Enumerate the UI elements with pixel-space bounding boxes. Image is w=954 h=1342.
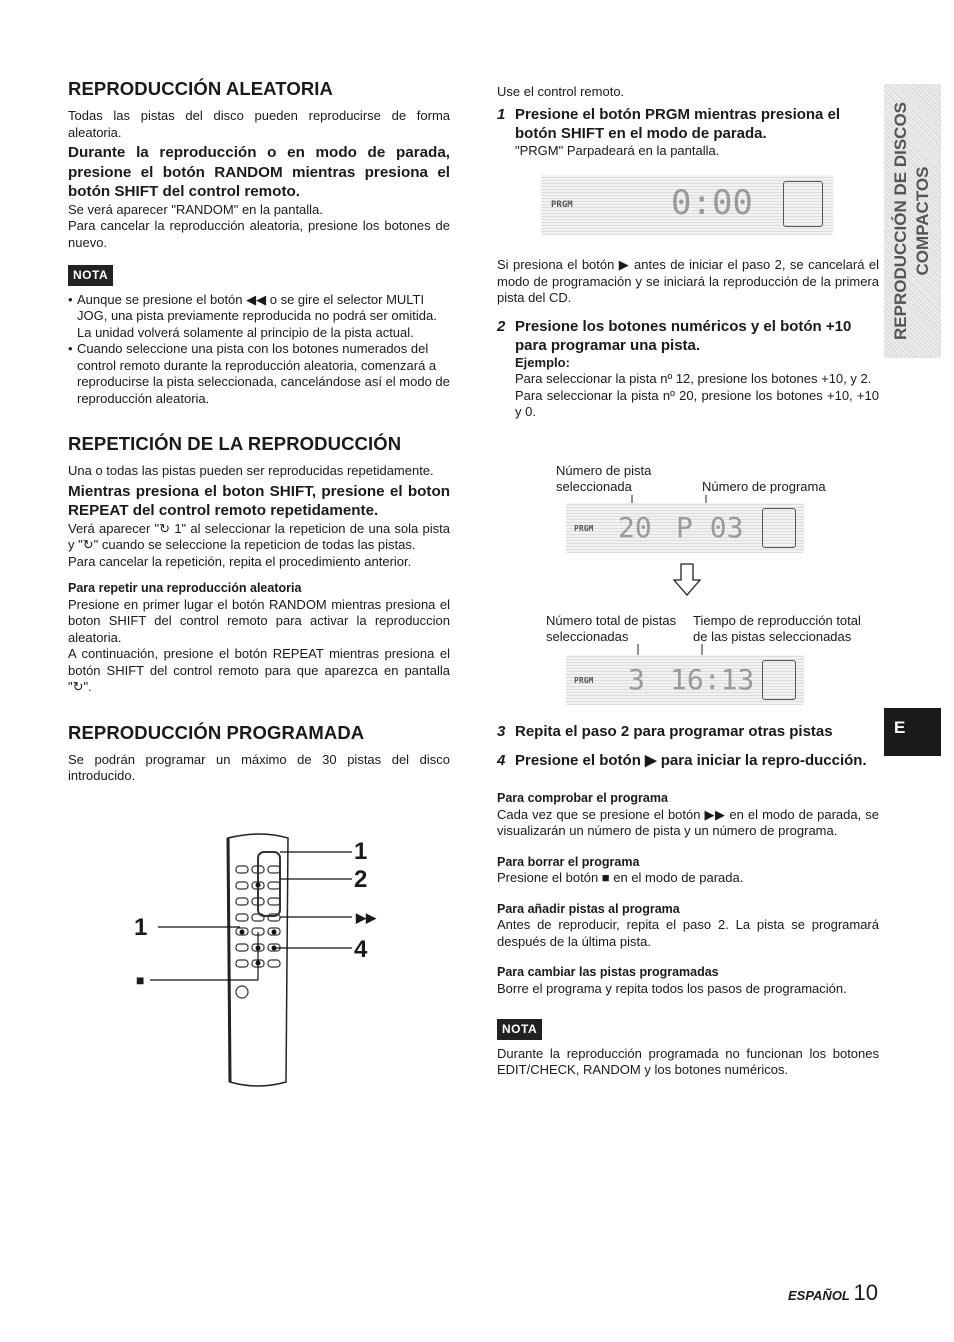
nota-badge: NOTA xyxy=(68,265,113,286)
list-item: • Cuando seleccione una pista con los botones numerados del control remoto durante la reproducción aleatoria, comenzará a reproducirse la pista seleccionada, cancelándose así el modo de reproducción aleatoria. xyxy=(68,341,450,407)
caption-total-time: Tiempo de reproducción total de las pistas seleccionadas xyxy=(693,613,861,644)
lcd-track-grid xyxy=(762,660,796,700)
step-text: Presione los botones numéricos y el botón +10 para programar una pista. xyxy=(515,317,852,354)
subheading: Para borrar el programa xyxy=(497,854,640,869)
step-text: Presione el botón ▶ para iniciar la repro-ducción. xyxy=(515,752,867,769)
step-2 xyxy=(497,317,879,355)
lcd-program-digits: P 03 xyxy=(676,511,744,544)
down-arrow-icon xyxy=(672,562,702,598)
list-item: • Aunque se presione el botón ◀◀ o se gire el selector MULTI JOG, una pista previamente reproducida no podrá ser omitida. La unidad volverá solamente al principio de la pista actual. xyxy=(68,292,450,342)
lcd-track-digits: 20 xyxy=(618,511,652,544)
step-number: 3 xyxy=(497,723,506,740)
paragraph: Verá aparecer "↻ 1" al seleccionar la repeticion de una sola pista y "↻" cuando se seleccione la repeticion de todas las pistas. xyxy=(68,520,450,552)
paragraph: Use el control remoto. xyxy=(497,84,625,99)
subheading: Para repetir una reproducción aleatoria xyxy=(68,581,302,595)
language-tab-label: E xyxy=(894,718,906,737)
paragraph: Presione el botón ■ en el modo de parada. xyxy=(497,870,744,885)
paragraph: Si presiona el botón ▶ antes de iniciar el paso 2, se cancelará el modo de programación y se iniciará la reproducción de la primera pista del CD. xyxy=(497,257,879,305)
step-3 xyxy=(497,722,879,741)
step-number: 2 xyxy=(497,317,506,335)
page-number: 10 xyxy=(853,1280,878,1305)
subheading: Para cambiar las pistas programadas xyxy=(497,965,719,979)
right-column-lower xyxy=(497,722,879,1079)
paragraph: Una o todas las pistas pueden ser reproducidas repetidamente. xyxy=(68,463,434,478)
lcd-track-grid xyxy=(783,181,823,227)
lcd-display-2 xyxy=(566,503,804,553)
paragraph: Cada vez que se presione el botón ▶▶ en el modo de parada, se visualizarán un número de pista y un número de programa. xyxy=(497,806,879,838)
subheading: Para añadir pistas al programa xyxy=(497,901,680,916)
section-title: REPRODUCCIÓN PROGRAMADA xyxy=(68,721,365,743)
section-random xyxy=(68,78,450,407)
paragraph: Para cancelar la reproducción aleatoria, presione los botones de nuevo. xyxy=(68,218,450,250)
notes-list xyxy=(68,292,450,408)
instruction: Mientras presiona el boton SHIFT, presione el boton REPEAT del control remoto repetidamente. xyxy=(68,482,450,519)
step-text: Repita el paso 2 para programar otras pistas xyxy=(515,723,833,740)
remote-illustration xyxy=(130,832,400,1092)
side-tab-label: REPRODUCCIÓN DE DISCOS COMPACTOS xyxy=(891,101,932,341)
callout-2: 2 xyxy=(354,866,368,893)
section-programmed xyxy=(68,722,450,785)
prgm-indicator: PRGM xyxy=(574,524,594,533)
callout-ff: ▶▶ xyxy=(356,910,376,925)
lcd-track-grid xyxy=(762,508,796,548)
lcd-display-1 xyxy=(541,175,833,235)
step-4 xyxy=(497,751,879,770)
caption-total-tracks: Número total de pistas seleccionadas xyxy=(546,613,677,644)
step-1 xyxy=(497,105,879,143)
paragraph: "PRGM" Parpadeará en la pantalla. xyxy=(515,142,720,158)
step-number: 4 xyxy=(497,752,506,769)
lcd-count-digits: 3 xyxy=(628,663,645,696)
language-tab xyxy=(884,708,941,756)
paragraph: Para seleccionar la pista nº 12, presione los botones +10, y 2. xyxy=(515,371,872,386)
section-title: REPETICIÓN DE LA REPRODUCCIÓN xyxy=(68,433,402,454)
paragraph: Para seleccionar la pista nº 20, presione los botones +10, +10 y 0. xyxy=(515,387,879,419)
caption-program-number: Número de programa xyxy=(702,479,826,494)
paragraph: A continuación, presione el botón REPEAT mientras presiona el botón SHIFT del control remoto para que aparezca en pantalla "↻". xyxy=(68,646,450,694)
nota-badge: NOTA xyxy=(497,1019,542,1040)
paragraph: Antes de reproducir, repita el paso 2. La pista se programará después de la última pista. xyxy=(497,917,879,949)
lcd-time-digits: 16:13 xyxy=(670,663,755,696)
page-footer xyxy=(788,1280,878,1305)
callout-1-left: 1 xyxy=(134,914,148,941)
paragraph: Todas las pistas del disco pueden reproducirse de forma aleatoria. xyxy=(68,108,450,140)
callout-4: 4 xyxy=(354,936,368,963)
paragraph: Borre el programa y repita todos los pasos de programación. xyxy=(497,980,847,996)
left-column xyxy=(68,78,450,785)
lcd-display-3 xyxy=(566,655,804,705)
callout-stop: ■ xyxy=(136,972,145,988)
step-text: Presione el botón PRGM mientras presiona el botón SHIFT en el modo de parada. xyxy=(515,105,841,142)
callout-1-right: 1 xyxy=(354,838,368,865)
paragraph: Para cancelar la repetición, repita el procedimiento anterior. xyxy=(68,553,412,569)
lcd-digits: 0:00 xyxy=(671,183,753,223)
side-section-tab xyxy=(884,84,941,358)
subheading: Para comprobar el programa xyxy=(497,791,668,805)
instruction: Durante la reproducción o en modo de parada, presione el botón RANDOM mientras presiona el botón SHIFT del control remoto. xyxy=(68,144,450,200)
prgm-indicator: PRGM xyxy=(551,200,573,210)
section-repeat xyxy=(68,433,450,696)
paragraph: Durante la reproducción programada no funcionan los botones EDIT/CHECK, RANDOM y los botones numéricos. xyxy=(497,1045,879,1077)
paragraph: Se podrán programar un máximo de 30 pistas del disco introducido. xyxy=(68,751,450,783)
step-number: 1 xyxy=(497,105,506,123)
example-label: Ejemplo: xyxy=(515,354,570,370)
caption-track-number: Número de pista seleccionada xyxy=(556,463,652,494)
paragraph: Se verá aparecer "RANDOM" en la pantalla. xyxy=(68,201,323,217)
paragraph: Presione en primer lugar el botón RANDOM mientras presiona el boton SHIFT del control remoto para activar la reproduccion aleatoria. xyxy=(68,596,450,645)
section-title: REPRODUCCIÓN ALEATORIA xyxy=(68,78,333,99)
footer-language: ESPAÑOL xyxy=(788,1288,850,1303)
right-column xyxy=(497,84,879,421)
prgm-indicator: PRGM xyxy=(574,676,594,685)
